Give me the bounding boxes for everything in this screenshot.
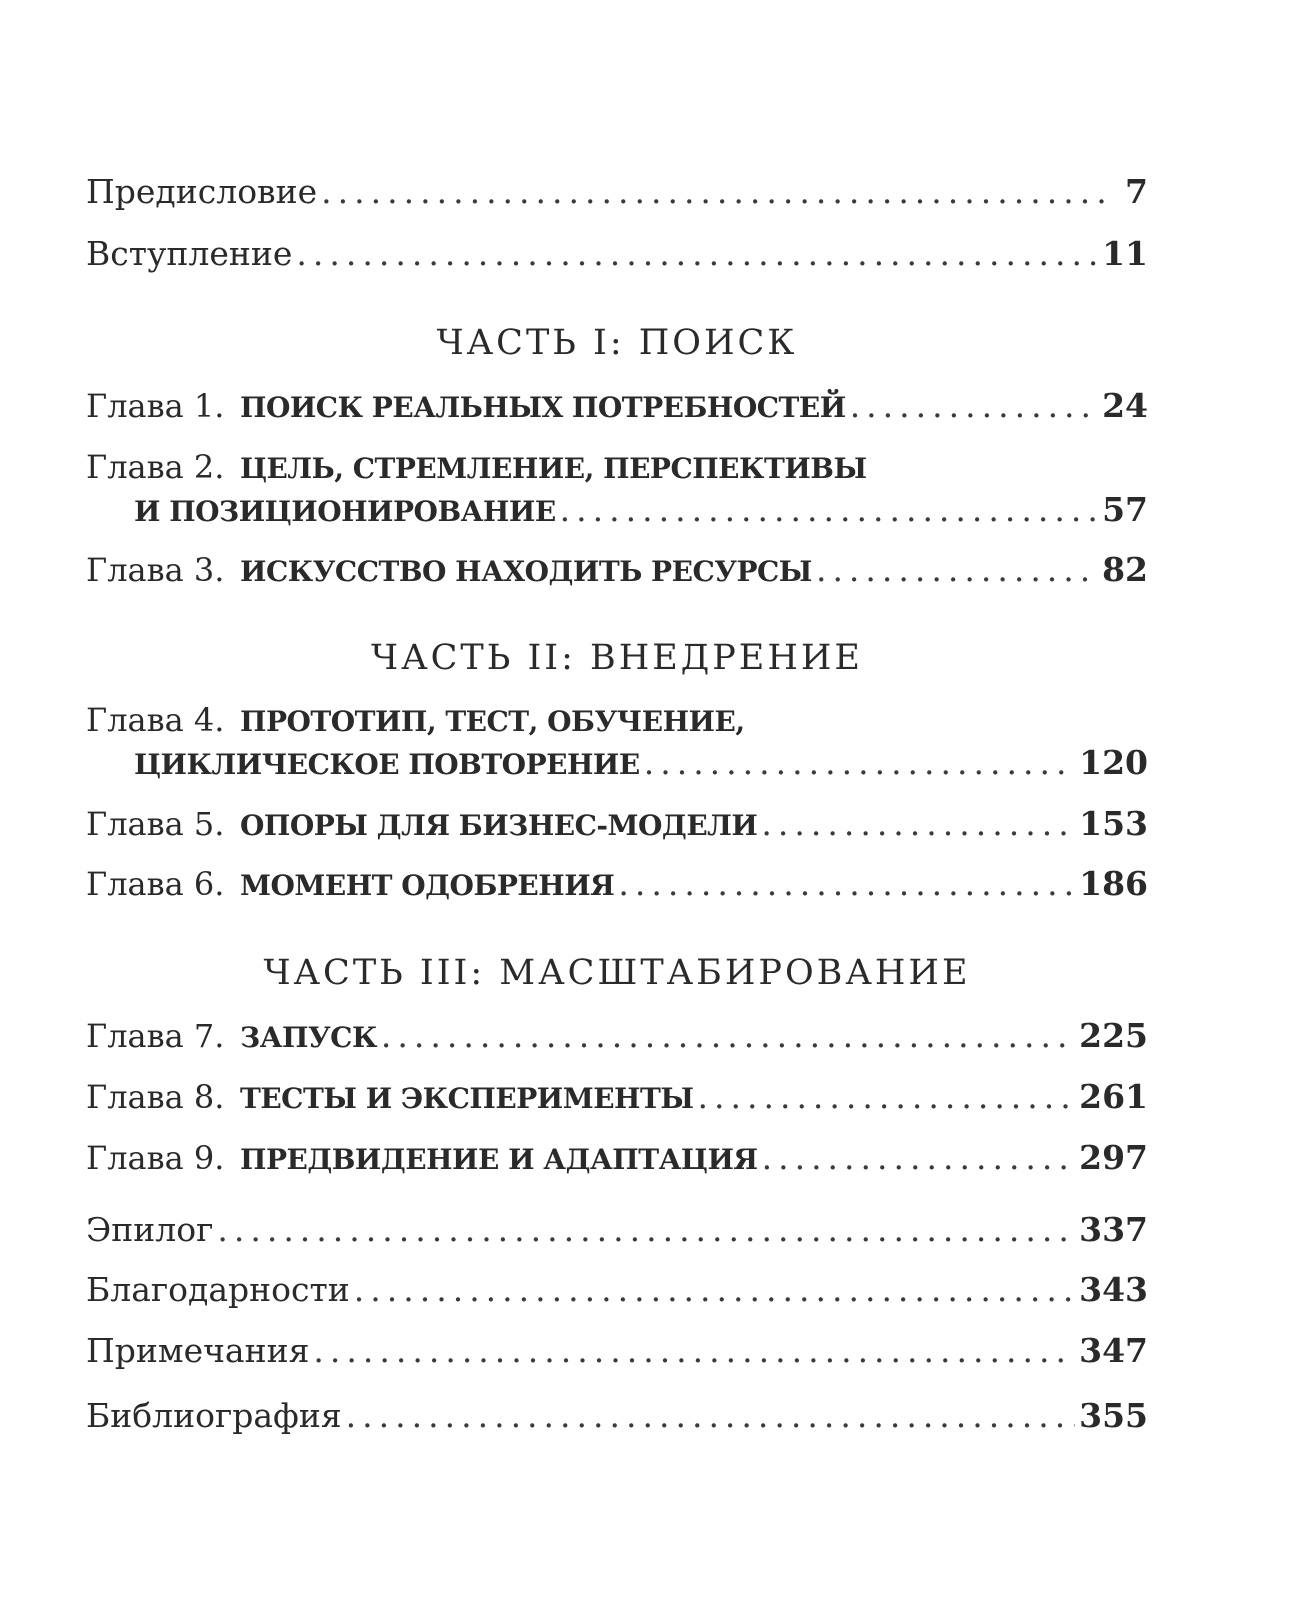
page-number: 7 [1125, 172, 1148, 211]
page-number: 337 [1079, 1210, 1148, 1249]
dot-leader [816, 550, 1098, 590]
chapter-title: ЦЕЛЬ, СТРЕМЛЕНИЕ, ПЕРСПЕКТИВЫ [240, 452, 867, 485]
toc-entry-bibliography[interactable] [86, 1396, 1148, 1436]
page-number: 347 [1079, 1331, 1148, 1370]
dot-leader [313, 1331, 1075, 1371]
dot-leader [217, 1210, 1075, 1250]
toc-entry-chapter-4-line1[interactable] [86, 700, 745, 740]
part-heading-2: ЧАСТЬ II: ВНЕДРЕНИЕ [371, 638, 863, 678]
page-number: 225 [1079, 1016, 1148, 1055]
chapter-label: Глава 3. [86, 551, 225, 589]
page-number: 57 [1102, 490, 1148, 529]
page-number: 261 [1079, 1077, 1148, 1116]
page-number: 82 [1102, 550, 1148, 589]
page-number: 343 [1079, 1270, 1148, 1309]
dot-leader [698, 1077, 1076, 1117]
entry-title: Вступление [86, 234, 293, 273]
page-number: 355 [1079, 1396, 1148, 1435]
page-number: 153 [1079, 804, 1148, 843]
chapter-title-continued: ЦИКЛИЧЕСКОЕ ПОВТОРЕНИЕ [134, 748, 640, 781]
chapter-label: Глава 1. [86, 387, 225, 425]
part-heading-3: ЧАСТЬ III: МАСШТАБИРОВАНИЕ [263, 953, 971, 993]
entry-title: Благодарности [86, 1270, 350, 1309]
chapter-label: Глава 4. [86, 701, 225, 739]
dot-leader [381, 1016, 1075, 1056]
toc-entry-acknowledgements[interactable] [86, 1270, 1148, 1310]
chapter-title-continued: И ПОЗИЦИОНИРОВАНИЕ [134, 495, 556, 528]
toc-entry-chapter-2-line2[interactable] [134, 490, 1148, 530]
page-number: 120 [1079, 743, 1148, 782]
entry-title: Библиография [86, 1396, 342, 1435]
entry-title: Предисловие [86, 172, 318, 211]
page-number: 24 [1102, 386, 1148, 425]
chapter-title: ОПОРЫ ДЛЯ БИЗНЕС-МОДЕЛИ [240, 809, 758, 842]
toc-entry-chapter-4-line2[interactable] [134, 743, 1148, 783]
dot-leader [560, 490, 1098, 530]
toc-entry-preface[interactable] [86, 172, 1148, 212]
chapter-title: ЗАПУСК [240, 1021, 377, 1054]
chapter-title: ИСКУССТВО НАХОДИТЬ РЕСУРСЫ [240, 555, 812, 588]
toc-entry-introduction[interactable] [86, 234, 1148, 274]
dot-leader [346, 1396, 1075, 1436]
chapter-label: Глава 7. [86, 1017, 225, 1055]
part-heading-1: ЧАСТЬ I: ПОИСК [436, 323, 798, 363]
dot-leader [762, 1138, 1076, 1178]
chapter-label: Глава 2. [86, 448, 225, 486]
chapter-label: Глава 8. [86, 1078, 225, 1116]
toc-entry-chapter-5[interactable] [86, 804, 1148, 844]
page-number: 297 [1079, 1138, 1148, 1177]
chapter-title: ТЕСТЫ И ЭКСПЕРИМЕНТЫ [240, 1082, 694, 1115]
chapter-label: Глава 9. [86, 1139, 225, 1177]
dot-leader [354, 1270, 1075, 1310]
toc-entry-notes[interactable] [86, 1331, 1148, 1371]
chapter-label: Глава 6. [86, 865, 225, 903]
toc-entry-epilogue[interactable] [86, 1210, 1148, 1250]
dot-leader [850, 386, 1098, 426]
chapter-title: ПОИСК РЕАЛЬНЫХ ПОТРЕБНОСТЕЙ [240, 391, 846, 424]
page-number: 186 [1079, 864, 1148, 903]
chapter-title: ПРЕДВИДЕНИЕ И АДАПТАЦИЯ [240, 1143, 758, 1176]
dot-leader [618, 864, 1075, 904]
dot-leader [296, 234, 1098, 274]
chapter-label: Глава 5. [86, 805, 225, 843]
toc-entry-chapter-3[interactable] [86, 550, 1148, 590]
entry-title: Примечания [86, 1331, 310, 1370]
toc-entry-chapter-7[interactable] [86, 1016, 1148, 1056]
dot-leader [761, 804, 1075, 844]
toc-entry-chapter-8[interactable] [86, 1077, 1148, 1117]
toc-entry-chapter-9[interactable] [86, 1138, 1148, 1178]
toc-entry-chapter-1[interactable] [86, 386, 1148, 426]
dot-leader [321, 172, 1114, 212]
entry-title: Эпилог [86, 1210, 214, 1249]
toc-entry-chapter-6[interactable] [86, 864, 1148, 904]
chapter-title: МОМЕНТ ОДОБРЕНИЯ [240, 869, 615, 902]
toc-entry-chapter-2-line1[interactable] [86, 447, 867, 487]
dot-leader [644, 743, 1075, 783]
chapter-title: ПРОТОТИП, ТЕСТ, ОБУЧЕНИЕ, [240, 705, 745, 738]
page-number: 11 [1102, 234, 1148, 273]
